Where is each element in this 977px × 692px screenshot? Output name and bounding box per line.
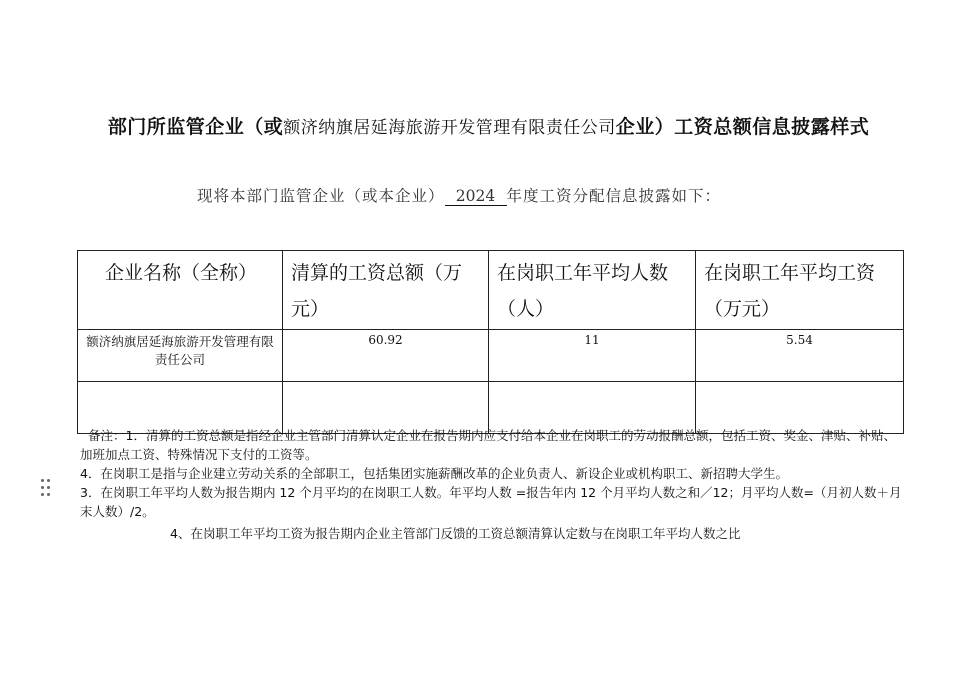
table-row bbox=[78, 330, 904, 382]
intro-line bbox=[197, 184, 721, 206]
table-header-row bbox=[78, 251, 904, 330]
title-prefix: 部门所监管企业（或 bbox=[107, 116, 284, 138]
page-title bbox=[0, 112, 977, 139]
title-suffix: 企业）工资总额信息披露样式 bbox=[615, 116, 870, 138]
title-company: 额济纳旗居延海旅游开发管理有限责任公司 bbox=[283, 118, 616, 138]
note-1: 备注：1．清算的工资总额是指经企业主管部门清算认定企业在报告期内应支付给本企业在岗职工的劳动报酬总额，包括工资、奖金、津贴、补贴、加班加点工资、特殊情况下支付的工资等。 bbox=[80, 428, 896, 462]
note-3: 3．在岗职工年平均人数为报告期内 12 个月平均的在岗职工人数。年平均人数 =报告年内 12 个月平均人数之和／12；月平均人数=（月初人数＋月末人数）/2。 bbox=[80, 485, 902, 519]
cell-company-name: 额济纳旗居延海旅游开发管理有限责任公司 bbox=[78, 330, 283, 382]
cell-total-wages: 60.92 bbox=[283, 330, 489, 382]
note-4: 4、在岗职工年平均工资为报告期内企业主管部门反馈的工资总额清算认定数与在岗职工年平均人数之比 bbox=[170, 526, 741, 541]
cell-avg-headcount: 11 bbox=[489, 330, 696, 382]
header-total-wages: 清算的工资总额（万元） bbox=[283, 251, 489, 330]
header-avg-headcount: 在岗职工年平均人数（人） bbox=[489, 251, 696, 330]
salary-table bbox=[77, 250, 904, 434]
header-avg-wage: 在岗职工年平均工资（万元） bbox=[696, 251, 904, 330]
intro-year: 2024 bbox=[445, 187, 507, 206]
intro-before: 现将本部门监管企业（或本企业） bbox=[197, 187, 445, 205]
note-2: 4．在岗职工是指与企业建立劳动关系的全部职工，包括集团实施薪酬改革的企业负责人、新设企业或机构职工、新招聘大学生。 bbox=[80, 466, 788, 481]
header-company-name: 企业名称（全称） bbox=[78, 251, 283, 330]
intro-after: 年度工资分配信息披露如下： bbox=[506, 187, 722, 205]
drag-handle-icon[interactable] bbox=[41, 479, 51, 497]
cell-avg-wage: 5.54 bbox=[696, 330, 904, 382]
notes-block bbox=[80, 426, 908, 543]
